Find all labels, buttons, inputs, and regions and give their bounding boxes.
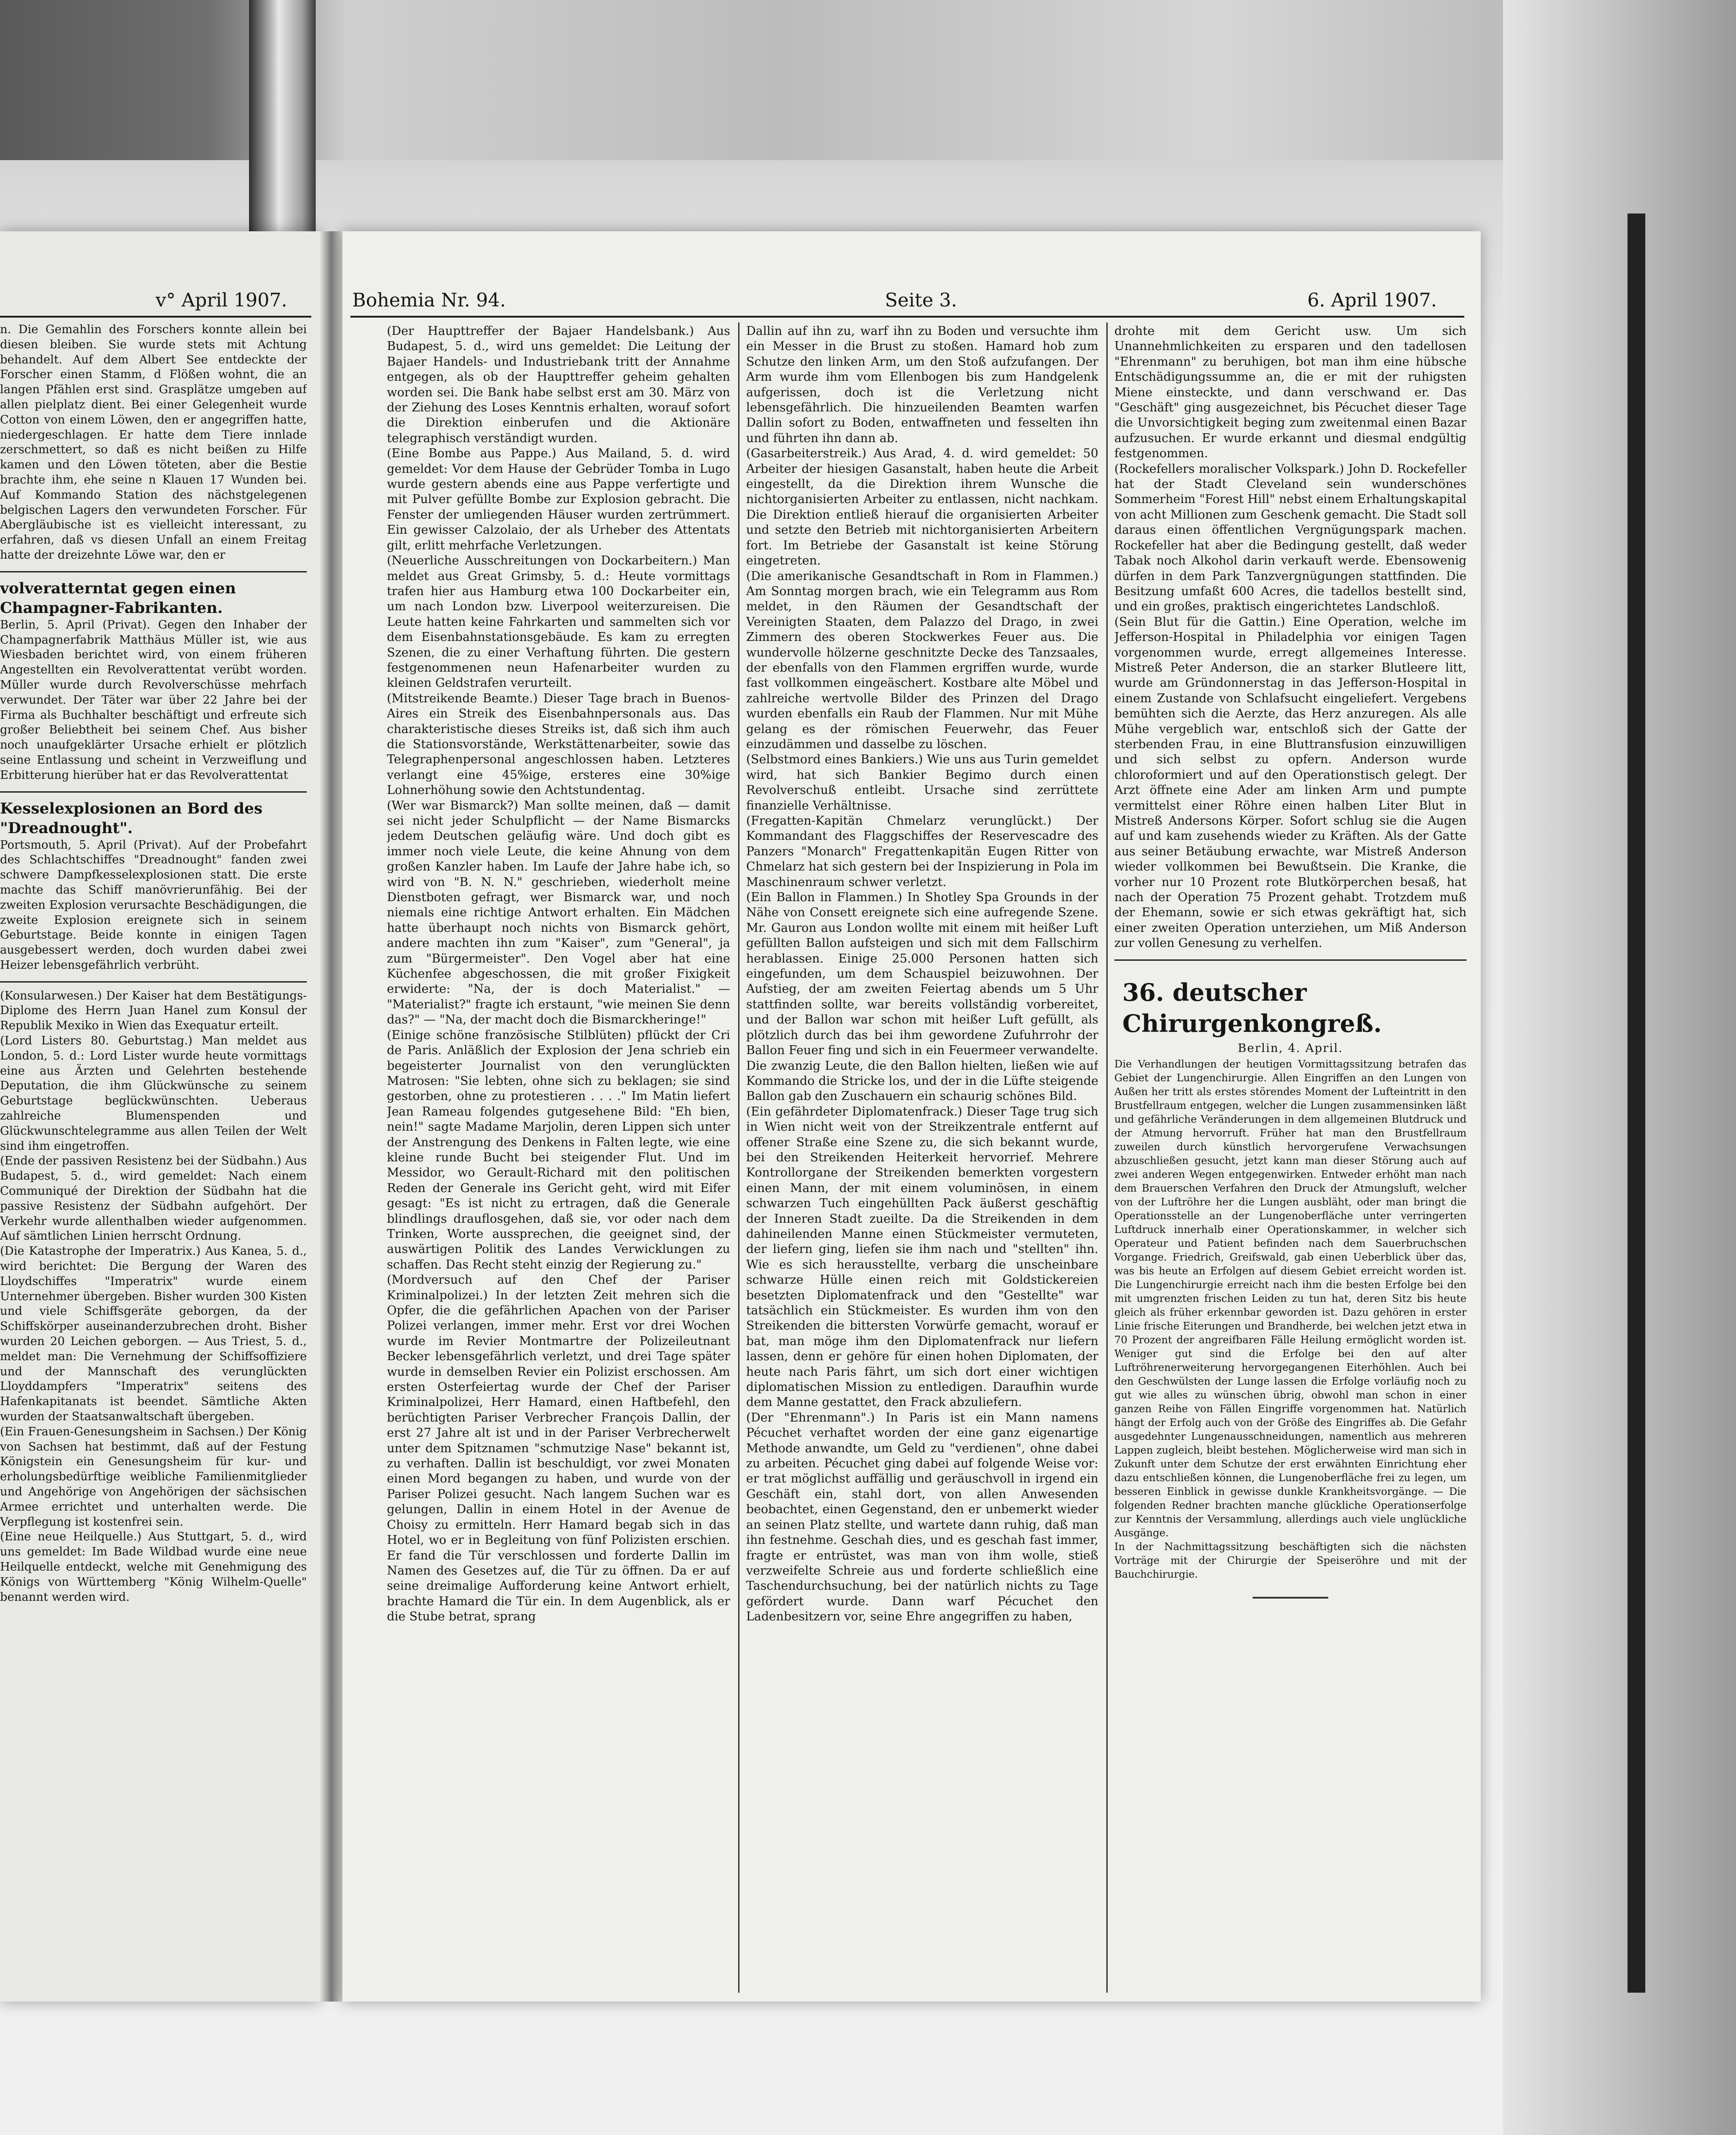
- page-header: [342, 231, 1481, 311]
- column-rule: [1106, 322, 1108, 1993]
- left-page-column: [0, 322, 307, 1995]
- left-page: [0, 231, 320, 2002]
- article-end-rule: [1253, 1597, 1328, 1599]
- article-paragraph: (Selbstmord eines Bankiers.) Wie uns aus Turin gemeldet wird, hat sich Bankier Begimo durch einen Revolverschuß entleibt. Ursache sind zerrüttete finanzielle Verhältnisse.: [746, 753, 1098, 813]
- article-paragraph: (Konsularwesen.) Der Kaiser hat dem Bestätigungs-Diplome des Herrn Juan Hanel zum Konsul der Republik Mexiko in Wien das Exequatur erteilt.: [0, 989, 307, 1033]
- article-separator: [1114, 959, 1467, 961]
- article-paragraph: Dallin auf ihn zu, warf ihn zu Boden und versuchte ihm ein Messer in die Brust zu stoßen. Hamard hob zum Schutze den linken Arm, um den Stoß aufzufangen. Der Arm wurde ihm vom Ellenbogen bis zum Handgelenk aufgerissen, doch ist die Verletzung nicht lebensgefährlich. Die hinzueilenden Beamten warfen Dallin sofort zu Boden, entwaffneten und fesselten ihn und führten ihn dann ab.: [746, 324, 1098, 445]
- page-gutter: [320, 231, 342, 2002]
- article-paragraph: (Die Katastrophe der Imperatrix.) Aus Kanea, 5. d., wird berichtet: Die Bergung der Waren des Lloydschiffes "Imperatrix" wurde einem Unternehmer übergeben. Bisher wurden 300 Kisten und viele Schiffsgeräte geborgen, da der Schiffskörper auseinanderzubrechen droht. Bisher wurden 20 Leichen geborgen. — Aus Triest, 5. d., meldet man: Die Vernehmung der Schiffsoffiziere und der Mannschaft des verunglückten Lloyddampfers "Imperatrix" seitens des Hafenkapitanats ist beendet. Sämtliche Akten wurden der Staatsanwaltschaft übergeben.: [0, 1245, 307, 1423]
- article-paragraph: (Gasarbeiterstreik.) Aus Arad, 4. d. wird gemeldet: 50 Arbeiter der hiesigen Gasanstalt, haben heute die Arbeit eingestellt, da die Direktion ihrem Wunsche die nichtorganisierten Arbeiter zu entlassen, nicht nachkam. Die Direktion entließ hierauf die organisierten Arbeiter und setzte den Betrieb mit nichtorganisierten Arbeitern fort. Im Betriebe der Gasanstalt ist keine Störung eingetreten.: [746, 447, 1098, 568]
- article-paragraph: (Einige schöne französische Stilblüten) pflückt der Cri de Paris. Anläßlich der Explosion der Jena schrieb ein begeisterter Journalist von den verunglückten Matrosen: "Sie lebten, ohne sich zu beklagen; sie sind gestorben, ohne zu protestieren . . . ." Im Matin liefert Jean Rameau folgendes gutgesehene Bild: "Eh bien, nein!" sagte Madame Marjolin, deren Lippen sich unter der Anstrengung des Denkens in Falten legte, wie eine kleine runde Bucht bei steigender Flut. Und im Messidor, wo Gerault-Richard mit den politischen Reden der Generale ins Gericht geht, wird mit Eifer gesagt: "Es ist nicht zu ertragen, daß die Generale blindlings drauflosgehen, daß sie, vor oder nach dem Trinken, Worte aussprechen, die geeignet sind, der auswärtigen Politik des Landes Verwicklungen zu schaffen. Das Recht steht einzig der Regierung zu.": [387, 1028, 730, 1272]
- article-paragraph: (Neuerliche Ausschreitungen von Dockarbeitern.) Man meldet aus Great Grimsby, 5. d.: Heute vormittags trafen hier aus Hamburg etwa 100 Dockarbeiter ein, um nach London bzw. Liverpool weiterzureisen. Die Leute hatten keine Fahrkarten und sammelten sich vor dem Eisenbahnstationsgebäude. Es kam zu erregten Szenen, die zu einer Verhaftung führten. Die gestern festgenommenen neun Hafenarbeiter wurden zu kleinen Geldstrafen verurteilt.: [387, 554, 730, 690]
- article-paragraph: (Sein Blut für die Gattin.) Eine Operation, welche im Jefferson-Hospital in Philadelphia vor einigen Tagen vorgenommen wurde, erregt allgemeines Interesse. Mistreß Peter Anderson, die an starker Blutleere litt, wurde am Gründonnerstag in das Jefferson-Hospital in einem Zustande von Schlafsucht eingeliefert. Vergebens bemühten sich die Aerzte, das Herz anzuregen. Als alle Mühe vergeblich war, entschloß sich der Gatte der sterbenden Frau, in eine Bluttransfusion einzuwilligen und sich selbst zu opfern. Anderson wurde chloroformiert und auf den Operationstisch gelegt. Der Arzt öffnete eine Ader am linken Arm und pumpte vermittelst einer Röhre einen halben Liter Blut in Mistreß Andersons Körper. Sofort schlug sie die Augen auf und kam zusehends wieder zu Kräften. Als der Gatte aus seiner Betäubung erwachte, war Mistreß Anderson wieder vollkommen bei Bewußtsein. Die Kranke, die vorher nur 10 Prozent rote Blutkörperchen besaß, hat nach der Operation 75 Prozent gehabt. Trotzdem muß der Ehemann, sowie er sich etwas gekräftigt hat, sich einer zweiten Operation unterziehen, um Miß Anderson zur vollen Genesung zu verhelfen.: [1114, 615, 1467, 951]
- article-paragraph: (Die amerikanische Gesandtschaft in Rom in Flammen.) Am Sonntag morgen brach, wie ein Telegramm aus Rom meldet, in den Räumen der Gesandtschaft der Vereinigten Staaten, dem Palazzo del Drago, in zwei Zimmern des oberen Stockwerkes Feuer aus. Die wundervolle hölzerne geschnitzte Decke des Tanzsaales, der ebenfalls von den Flammen ergriffen wurde, wurde fast vollkommen eingeäschert. Kostbare alte Möbel und zahlreiche wertvolle Bilder des Prinzen del Drago wurden ebenfalls ein Raub der Flammen. Nur mit Mühe gelang es der römischen Feuerwehr, das Feuer einzudämmen und dasselbe zu löschen.: [746, 569, 1098, 751]
- article-separator: [0, 571, 307, 572]
- header-masthead: Bohemia Nr. 94.: [352, 289, 506, 311]
- article-paragraph: (Ein Ballon in Flammen.) In Shotley Spa Grounds in der Nähe von Consett ereignete sich eine aufregende Szene. Mr. Gauron aus London wollte mit einem mit heißer Luft gefüllten Ballon aufsteigen und sich mit dem Fallschirm herablassen. Einige 25.000 Personen hatten sich eingefunden, um dem Schauspiel beizuwohnen. Der Aufstieg, der am zweiten Feiertag abends um 5 Uhr stattfinden sollte, war bereits vollständig vorbereitet, und der Ballon war schon mit heißer Luft gefüllt, als plötzlich durch das bei ihm gewordene Zufuhrrohr der Ballon Feuer fing und sich in ein Feuermeer verwandelte. Die zwanzig Leute, die den Ballon hielten, ließen wie auf Kommando die Stricke los, und der in die Lüfte steigende Ballon gab den Zuschauern ein schaurig schönes Bild.: [746, 890, 1098, 1104]
- congress-dateline: Berlin, 4. April.: [1238, 1041, 1343, 1055]
- article-paragraph: (Der Haupttreffer der Bajaer Handelsbank.) Aus Budapest, 5. d., wird uns gemeldet: Die Leitung der Bajaer Handels- und Industriebank tritt der Annahme entgegen, als ob der Haupttreffer geheim gehalten worden sei. Die Bank habe selbst erst am 30. März von der Ziehung des Loses Kenntnis erhalten, worauf sofort die Direktion einberufen und die Aktionäre telegraphisch verständigt wurden.: [387, 324, 730, 445]
- scanner-edge-strip: [1628, 214, 1645, 1993]
- article-paragraph: Portsmouth, 5. April (Privat). Auf der Probefahrt des Schlachtschiffes "Dreadnought" fanden zwei schwere Dampfkesselexplosionen statt. Die erste machte das Schiff manövrierunfähig. Bei der zweiten Explosion verursachte Beschädigungen, die zweite Explosion ereignete sich in seinem Geburtstage. Beide konnte in einigen Tagen ausgebessert werden, doch wurden dabei zwei Heizer lebensgefährlich verbrüht.: [0, 838, 307, 972]
- left-header-rule: [0, 316, 311, 318]
- article-paragraph: Die Verhandlungen der heutigen Vormittagssitzung betrafen das Gebiet der Lungenchirurgie. Allen Eingriffen an den Lungen von Außen her tritt als erstes störendes Moment der Lufteintritt in den Brustfellraum entgegen, welcher die Lungen zusammensinken läßt und gefährliche Veränderungen in dem allgemeinen Blutdruck und der Atmung hervorruft. Früher hat man den Brustfellraum zuweilen durch künstlich hervorgerufene Verwachsungen abzuschließen gesucht, jetzt kann man dieser Störung auch auf zwei anderen Wegen entgegenwirken. Entweder erhöht man nach dem Brauerschen Verfahren den Druck der Atmungsluft, welcher von der Luftröhre her die Lungen ausbläht, oder man bringt die Operationsstelle an der Lungenoberfläche unter verringerten Luftdruck innerhalb einer Operationskammer, in welcher sich Operateur und Patient befinden nach dem Sauerbruchschen Vorgange. Friedrich, Greifswald, gab einen Ueberblick über das, was bis heute an Erfolgen auf diesem Gebiet erreicht worden ist. Die Lungenchirurgie erreicht nach ihm die besten Erfolge bei den mit umgrenzten frischen Leiden zu tun hat, deren Sitz bis heute gleich als früher erkennbar geworden ist. Dazu gehören in erster Linie frische Eiterungen und Brandherde, bei welchen jetzt etwa in 70 Prozent der angreifbaren Fälle Heilung ermöglicht worden ist. Weniger gut sind die Erfolge bei den auf alter Luftröhrenerweiterung hervorgegangenen Eiterhöhlen. Auch bei den Geschwülsten der Lunge lassen die Erfolge vorläufig noch zu gut wie alles zu wünschen übrig, obwohl man schon in einer ganzen Reihe von Fällen Eingriffe vorgenommen hat. Natürlich hängt der Erfolg auch von der Größe des Eingriffes ab. Die Gefahr ausgedehnter Lungenausschneidungen, namentlich aus mehreren Lappen zugleich, bleibt bestehen. Möglicherweise wird man sich in Zukunft unter dem Schutze der erst erwähnten Einrichtung eher dazu entschließen können, die Lungenoberfläche frei zu legen, um besseren Einblick in gewisse dunkle Krankheitsvorgänge. — Die folgenden Redner brachten manche glückliche Operationserfolge zur Kenntnis der Versammlung, allerdings auch viele unglückliche Ausgänge.: [1114, 1058, 1467, 1539]
- article-paragraph: drohte mit dem Gericht usw. Um sich Unannehmlichkeiten zu ersparen und den tadellosen "Ehrenmann" zu beruhigen, bot man ihm eine hübsche Entschädigungssumme an, die er mit der ruhigsten Miene einsteckte, und dann verschwand er. Das "Geschäft" ging ausgezeichnet, bis Pécuchet dieser Tage die Unvorsichtigkeit beging zum zweitenmal einen Bazar aufzusuchen. Er wurde erkannt und diesmal endgültig festgenommen.: [1114, 324, 1467, 461]
- header-date: 6. April 1907.: [1307, 289, 1437, 311]
- article-paragraph: (Mordversuch auf den Chef der Pariser Kriminalpolizei.) In der letzten Zeit mehren sich die Opfer, die die gefährlichen Apachen von der Pariser Polizei verlangen, immer mehr. Erst vor drei Wochen wurde im Revier Montmartre der Polizeileutnant Becker lebensgefährlich verletzt, und drei Tage später wurde in demselben Revier ein Polizist erschossen. Am ersten Osterfeiertag wurde der Chef der Pariser Kriminalpolizei, Herr Hamard, einen Haftbefehl, den berüchtigten Pariser Verbrecher François Dallin, der erst 27 Jahre alt ist und in der Pariser Verbrecherwelt unter dem Spitznamen "schmutzige Nase" bekannt ist, zu verhaften. Dallin ist beschuldigt, vor zwei Monaten einen Mord begangen zu haben, und wurde von der Pariser Polizei gesucht. Nach langem Suchen war es gelungen, Dallin in einem Hotel in der Avenue de Choisy zu ermitteln. Herr Hamard begab sich in das Hotel, wo er in Begleitung von fünf Polizisten erschien. Er fand die Tür verschlossen und forderte Dallin im Namen des Gesetzes auf, die Tür zu öffnen. Da er auf seine dreimalige Aufforderung keine Antwort erhielt, brachte Hamard die Tür ein. In dem Augenblick, als er die Stube betrat, sprang: [387, 1273, 730, 1624]
- article-paragraph: (Lord Listers 80. Geburtstag.) Man meldet aus London, 5. d.: Lord Lister wurde heute vormittags eine aus Ärzten und Gelehrten bestehende Deputation, die ihm Glückwünsche zu seinem Geburtstage beglückwünschten. Ueberaus zahlreiche Blumenspenden und Glückwunschtelegramme aus allen Teilen der Welt sind ihm eingetroffen.: [0, 1034, 307, 1153]
- article-separator: [0, 791, 307, 793]
- article-heading: Kesselexplosionen an Bord des "Dreadnought".: [0, 799, 263, 837]
- article-separator: [0, 981, 307, 983]
- article-paragraph: (Rockefellers moralischer Volkspark.) John D. Rockefeller hat der Stadt Cleveland sein wunderschönes Sommerheim "Forest Hill" nebst einem Erhaltungskapital von acht Millionen zum Geschenk gemacht. Die Stadt soll daraus einen öffentlichen Vergnügungspark machen. Rockefeller hat aber die Bedingung gestellt, daß weder Tabak noch Alkohol darin verkauft werde. Ebensowenig dürfen in dem Park Tanzvergnügungen stattfinden. Die Besitzung umfaßt 600 Acres, die tadellos bestellt sind, und ein großes, praktisch eingerichtetes Landschloß.: [1114, 462, 1467, 614]
- page-clamp: [249, 0, 316, 249]
- article-heading: volveratterntat gegen einen Champagner-Fabrikanten.: [0, 579, 236, 617]
- article-paragraph: (Ende der passiven Resistenz bei der Südbahn.) Aus Budapest, 5. d., wird gemeldet: Nach einem Communiqué der Direktion der Südbahn hat die passive Resistenz der Südbahn aufgehört. Der Verkehr wurde allenthalben wieder aufgenommen. Auf sämtlichen Linien herrscht Ordnung.: [0, 1154, 307, 1243]
- right-page: [342, 231, 1481, 2002]
- article-paragraph: (Eine Bombe aus Pappe.) Aus Mailand, 5. d. wird gemeldet: Vor dem Hause der Gebrüder Tomba in Lugo wurde gestern abends eine aus Pappe verfertigte und mit Pulver gefüllte Bombe zur Explosion gebracht. Die Fenster der umliegenden Häuser wurden zertrümmert. Ein gewisser Calzolaio, der als Urheber des Attentats gilt, erlitt mehrfache Verletzungen.: [387, 447, 730, 552]
- scanner-board-right: [1503, 0, 1736, 2135]
- article-paragraph: In der Nachmittagssitzung beschäftigten sich die nächsten Vorträge mit der Chirurgie der Speiseröhre und mit der Bauchchirurgie.: [1114, 1541, 1467, 1580]
- congress-headline: 36. deutscher Chirurgenkongreß.: [1122, 978, 1382, 1038]
- left-header-date: v° April 1907.: [156, 289, 287, 311]
- header-rule: [350, 316, 1464, 318]
- column-2: [746, 324, 1098, 1992]
- column-1: [387, 324, 730, 1992]
- header-page-number: Seite 3.: [885, 289, 957, 311]
- article-paragraph: (Ein Frauen-Genesungsheim in Sachsen.) Der König von Sachsen hat bestimmt, daß auf der Festung Königstein ein Genesungsheim für kur- und erholungsbedürftige weibliche Familienmitglieder und Angehörige von Angehörigen der sächsischen Armee errichtet und unterhalten werde. Die Verpflegung ist kostenfrei sein.: [0, 1425, 307, 1529]
- article-paragraph: Berlin, 5. April (Privat). Gegen den Inhaber der Champagnerfabrik Matthäus Müller ist, wie aus Wiesbaden berichtet wird, von einem früheren Angestellten ein Revolverattentat verübt worden. Müller wurde durch Revolverschüsse mehrfach verwundet. Der Täter war über 22 Jahre bei der Firma als Buchhalter beschäftigt und erfreute sich großer Beliebtheit bei seinem Chef. Aus bisher noch unaufgeklärter Ursache erhielt er plötzlich seine Entlassung und scheint in Verzweiflung und Erbitterung hierüber hat er das Revolverattentat: [0, 618, 307, 782]
- article-paragraph: (Mitstreikende Beamte.) Dieser Tage brach in Buenos-Aires ein Streik des Eisenbahnpersonals aus. Das charakteristische dieses Streiks ist, daß sich ihm auch die Stationsvorstände, Werkstättenarbeiter, sowie das Telegraphenpersonal angeschlossen haben. Letzteres verlangt eine 45%ige, ersteres eine 30%ige Lohnerhöhung sowie den Achtstundentag.: [387, 691, 730, 798]
- column-3: [1114, 324, 1467, 1992]
- article-paragraph: (Ein gefährdeter Diplomatenfrack.) Dieser Tage trug sich in Wien nicht weit von der Streikzentrale entfernt auf offener Straße eine Szene zu, die sich bekannt wurde, bei den Streikenden Heiterkeit hervorrief. Mehrere Kontrollorgane der Streikenden bemerkten vorgestern einen Mann, der mit einem voluminösen, in einem schwarzen Tuch eingehüllten Pack äußerst geschäftig der Inneren Stadt zueilte. Da die Streikenden in dem dahineilenden Manne einen Stückmeister vermuteten, der liefern ging, liefen sie ihm nach und "stellten" ihn. Wie es sich herausstellte, verbarg die unscheinbare schwarze Hülle einen reich mit Goldstickereien besetzten Diplomatenfrack und den "Gestellte" war tatsächlich ein Stückmeister. Es wurden ihm von den Streikenden die bittersten Vorwürfe gemacht, worauf er bat, man möge ihm den Diplomatenfrack nur liefern lassen, denn er gehöre für einen hohen Diplomaten, der heute nach Paris fährt, um sich dort einer wichtigen diplomatischen Mission zu entledigen. Daraufhin wurde dem Manne gestattet, den Frack abzuliefern.: [746, 1104, 1098, 1410]
- column-rule: [738, 322, 739, 1993]
- congress-report: [1114, 1058, 1467, 1582]
- article-paragraph: (Der "Ehrenmann".) In Paris ist ein Mann namens Pécuchet verhaftet worden der eine ganz eigenartige Methode anwandte, um Geld zu "verdienen", ohne dabei zu arbeiten. Pécuchet ging dabei auf folgende Weise vor: er trat möglichst auffällig und geräuschvoll in irgend ein Geschäft ein, stahl dort, von allen Anwesenden beobachtet, einen Gegenstand, den er unbemerkt wieder an seinen Platz stellte, und wartete dann ruhig, daß man ihn festnehme. Geschah dies, und es geschah fast immer, fragte er entrüstet, was man von ihm wolle, stieß verzweifelte Schreie aus und forderte schließlich eine Taschendurchsuchung, bei der natürlich nichts zu Tage gefördert wurde. Dann warf Pécuchet den Ladenbesitzern vor, seine Ehre angegriffen zu haben,: [746, 1410, 1098, 1624]
- article-paragraph: (Eine neue Heilquelle.) Aus Stuttgart, 5. d., wird uns gemeldet: Im Bade Wildbad wurde eine neue Heilquelle entdeckt, welche mit Genehmigung des Königs von Württemberg "König Wilhelm-Quelle" benannt werden wird.: [0, 1530, 307, 1604]
- article-paragraph: (Fregatten-Kapitän Chmelarz verunglückt.) Der Kommandant des Flaggschiffes der Reservescadre des Panzers "Monarch" Fregattenkapitän Eugen Ritter von Chmelarz hat sich gestern bei der Inspizierung in Pola im Maschinenraum schwer verletzt.: [746, 814, 1098, 889]
- left-page-header: [0, 231, 320, 311]
- article-paragraph: n. Die Gemahlin des Forschers konnte allein bei diesen bleiben. Sie wurde stets mit Achtung behandelt. Auf dem Albert See entdeckte der Forscher einen Stamm, d Flößen wohnt, die an langen Pfählen erst sind. Grasplätze umgeben auf allen pielplatz dient. Bei einer Gelegenheit wurde Cotton von einem Löwen, den er angegriffen hatte, niedergeschlagen. Er hatte dem Tiere innlade zerschmettert, so daß es nicht beißen zu Hilfe kamen und den Löwen töteten, aber die Bestie brachte ihm, ehe seine n Klauen 17 Wunden bei. Auf Kommando Station des nächstgelegenen belgischen Lagers den verwundeten Forscher. Für Abergläubische ist es vielleicht interessant, zu erfahren, daß vs diesen Unfall an einem Freitag hatte der dreizehnte Löwe war, den er: [0, 323, 307, 562]
- article-paragraph: (Wer war Bismarck?) Man sollte meinen, daß — damit sei nicht jeder Schulpflicht — der Name Bismarcks jedem Deutschen geläufig wäre. Und doch gibt es immer noch viele Leute, die keine Ahnung von dem großen Kanzler haben. Im Laufe der Jahre habe ich, so wird von "B. N. N." geschrieben, wiederholt meine Dienstboten gefragt, wer Bismarck war, und noch niemals eine richtige Antwort erhalten. Ein Mädchen hatte überhaupt noch nichts von Bismarck gehört, andere machten ihn zum "Kaiser", zum "General", ja zum "Bürgermeister". Den Vogel aber hat eine Küchenfee abgeschossen, die mit großer Fixigkeit erwiderte: "Na, der is doch Materialist." — "Materialist?" fragte ich erstaunt, "wie meinen Sie denn das?" — "Na, der macht doch die Bismarckheringe!": [387, 798, 730, 1027]
